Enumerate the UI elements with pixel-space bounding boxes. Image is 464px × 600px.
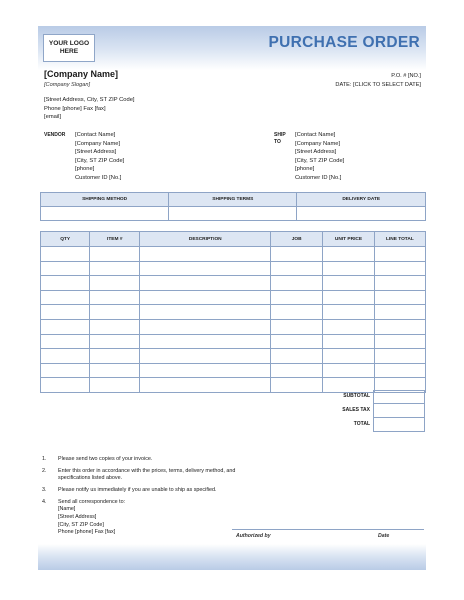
description-cell[interactable]: [140, 290, 271, 305]
job-cell[interactable]: [271, 334, 323, 349]
sales-tax-row: [38, 404, 426, 418]
line-total-cell[interactable]: [374, 276, 425, 291]
line-total-cell[interactable]: [374, 363, 425, 378]
note-number: 1.: [42, 456, 47, 462]
delivery-date-cell[interactable]: [297, 207, 426, 221]
line-total-cell[interactable]: [374, 290, 425, 305]
item-number-cell[interactable]: [90, 349, 140, 364]
description-cell[interactable]: [140, 247, 271, 262]
item-number-cell[interactable]: [90, 276, 140, 291]
subtotal-label: SUBTOTAL: [343, 393, 370, 399]
ship-to-label-line1: SHIP: [274, 132, 286, 138]
job-cell[interactable]: [271, 276, 323, 291]
description-header: DESCRIPTION: [140, 232, 271, 247]
item-number-header: ITEM #: [90, 232, 140, 247]
qty-cell[interactable]: [41, 247, 90, 262]
sales-tax-label: SALES TAX: [342, 407, 370, 413]
company-slogan[interactable]: [Company Slogan]: [44, 82, 91, 88]
sales-tax-cell[interactable]: [373, 404, 425, 418]
line-total-cell[interactable]: [374, 334, 425, 349]
shipping-method-cell[interactable]: [41, 207, 169, 221]
note-number: 4.: [42, 498, 47, 505]
job-cell[interactable]: [271, 305, 323, 320]
shipping-table: [40, 192, 426, 221]
items-body: [41, 247, 426, 393]
order-notes: [42, 456, 252, 541]
item-number-cell[interactable]: [90, 334, 140, 349]
job-cell[interactable]: [271, 290, 323, 305]
footer-band: [38, 544, 426, 570]
company-email[interactable]: [email]: [44, 114, 62, 121]
table-row: [41, 247, 426, 262]
company-address-block: [44, 96, 135, 122]
vendor-company-name[interactable]: [Company Name]: [75, 140, 121, 147]
ship-to-label-line2: TO: [274, 138, 281, 145]
vendor-city-state-zip[interactable]: [City, ST ZIP Code]: [75, 157, 125, 164]
unit-price-cell[interactable]: [323, 247, 375, 262]
job-cell[interactable]: [271, 319, 323, 334]
note-text: Please notify us immediately if you are unable to ship as specified.: [58, 487, 217, 494]
unit-price-cell[interactable]: [323, 319, 375, 334]
shipping-method-header: SHIPPING METHOD: [41, 193, 169, 207]
qty-cell[interactable]: [41, 319, 90, 334]
unit-price-cell[interactable]: [323, 261, 375, 276]
ship-to-contact-name[interactable]: [Contact Name]: [295, 132, 336, 138]
delivery-date-header: DELIVERY DATE: [297, 193, 426, 207]
ship-to-company-name[interactable]: [Company Name]: [295, 140, 341, 147]
line-total-cell[interactable]: [374, 319, 425, 334]
item-number-cell[interactable]: [90, 305, 140, 320]
job-header: JOB: [271, 232, 323, 247]
shipping-value-row: [41, 207, 426, 221]
ship-to-phone[interactable]: [phone]: [295, 166, 315, 173]
table-row: [41, 276, 426, 291]
correspondence-phone-fax[interactable]: Phone [phone] Fax [fax]: [58, 529, 116, 536]
qty-cell[interactable]: [41, 334, 90, 349]
item-number-cell[interactable]: [90, 261, 140, 276]
line-total-cell[interactable]: [374, 349, 425, 364]
item-number-cell[interactable]: [90, 319, 140, 334]
note-item: [42, 499, 252, 537]
description-cell[interactable]: [140, 305, 271, 320]
total-cell[interactable]: [373, 418, 425, 432]
company-phone-fax[interactable]: Phone [phone] Fax [fax]: [44, 105, 106, 112]
table-row: [41, 290, 426, 305]
item-number-cell[interactable]: [90, 290, 140, 305]
note-text: Please send two copies of your invoice.: [58, 456, 153, 462]
authorized-by-label: Authorized by: [236, 533, 271, 539]
table-row: [41, 349, 426, 364]
ship-to-label: [274, 132, 286, 145]
job-cell[interactable]: [271, 349, 323, 364]
vendor-label: VENDOR: [44, 132, 66, 138]
description-cell[interactable]: [140, 319, 271, 334]
vendor-customer-id[interactable]: Customer ID [No.]: [75, 174, 122, 181]
subtotal-row: [38, 390, 426, 404]
unit-price-cell[interactable]: [323, 349, 375, 364]
unit-price-header: UNIT PRICE: [323, 232, 375, 247]
signature-date-label: Date: [378, 533, 390, 539]
po-info: [335, 72, 421, 89]
qty-cell[interactable]: [41, 349, 90, 364]
job-cell[interactable]: [271, 363, 323, 378]
unit-price-cell[interactable]: [323, 334, 375, 349]
unit-price-cell[interactable]: [323, 276, 375, 291]
document-title: PURCHASE ORDER: [268, 34, 420, 51]
vendor-street-address[interactable]: [Street Address]: [75, 149, 117, 156]
ship-to-city-state-zip[interactable]: [City, ST ZIP Code]: [295, 157, 345, 164]
line-total-cell[interactable]: [374, 305, 425, 320]
total-label: TOTAL: [353, 421, 370, 427]
table-row: [41, 363, 426, 378]
po-number[interactable]: P.O. # [NO.]: [391, 73, 421, 79]
items-header-row: [41, 232, 426, 247]
note-item: [42, 468, 252, 483]
shipping-header-row: [41, 193, 426, 207]
unit-price-cell[interactable]: [323, 305, 375, 320]
ship-to-street-address[interactable]: [Street Address]: [295, 149, 337, 156]
description-cell[interactable]: [140, 276, 271, 291]
company-address[interactable]: [Street Address, City, ST ZIP Code]: [44, 97, 135, 103]
table-row: [41, 319, 426, 334]
qty-cell[interactable]: [41, 261, 90, 276]
note-text: Send all correspondence to:: [58, 498, 126, 505]
vendor-contact-name[interactable]: [Contact Name]: [75, 132, 116, 138]
description-cell[interactable]: [140, 334, 271, 349]
total-row: [38, 418, 426, 432]
correspondence-name[interactable]: [Name]: [58, 506, 76, 513]
item-number-cell[interactable]: [90, 247, 140, 262]
line-total-cell[interactable]: [374, 261, 425, 276]
job-cell[interactable]: [271, 247, 323, 262]
po-date-picker[interactable]: DATE: [CLICK TO SELECT DATE]: [335, 81, 421, 88]
line-total-cell[interactable]: [374, 247, 425, 262]
correspondence-city[interactable]: [City, ST ZIP Code]: [58, 521, 104, 528]
vendor-details: [75, 131, 124, 182]
note-text: Enter this order in accordance with the prices, terms, delivery method, and specifications listed above.: [58, 467, 236, 482]
note-number: 3.: [42, 487, 47, 494]
note-number: 2.: [42, 467, 47, 474]
unit-price-cell[interactable]: [323, 290, 375, 305]
signature-line: [232, 529, 424, 530]
qty-cell[interactable]: [41, 363, 90, 378]
table-row: [41, 334, 426, 349]
table-row: [41, 305, 426, 320]
ship-to-customer-id[interactable]: Customer ID [No.]: [295, 174, 342, 181]
table-row: [41, 261, 426, 276]
subtotal-cell[interactable]: [373, 390, 425, 404]
note-item: [42, 456, 252, 464]
company-name[interactable]: [Company Name]: [44, 69, 119, 79]
unit-price-cell[interactable]: [323, 363, 375, 378]
note-item: [42, 487, 252, 495]
shipping-terms-cell[interactable]: [169, 207, 297, 221]
correspondence-street[interactable]: [Street Address]: [58, 514, 97, 521]
qty-header: QTY: [41, 232, 90, 247]
line-total-header: LINE TOTAL: [374, 232, 425, 247]
description-cell[interactable]: [140, 261, 271, 276]
description-cell[interactable]: [140, 363, 271, 378]
vendor-phone[interactable]: [phone]: [75, 166, 95, 173]
qty-cell[interactable]: [41, 276, 90, 291]
item-number-cell[interactable]: [90, 363, 140, 378]
qty-cell[interactable]: [41, 305, 90, 320]
qty-cell[interactable]: [41, 290, 90, 305]
description-cell[interactable]: [140, 349, 271, 364]
job-cell[interactable]: [271, 261, 323, 276]
line-items-table: [40, 231, 426, 393]
purchase-order-page: [38, 26, 426, 570]
logo-placeholder[interactable]: YOUR LOGO HERE: [43, 34, 95, 62]
shipping-terms-header: SHIPPING TERMS: [169, 193, 297, 207]
ship-to-details: [295, 131, 344, 182]
